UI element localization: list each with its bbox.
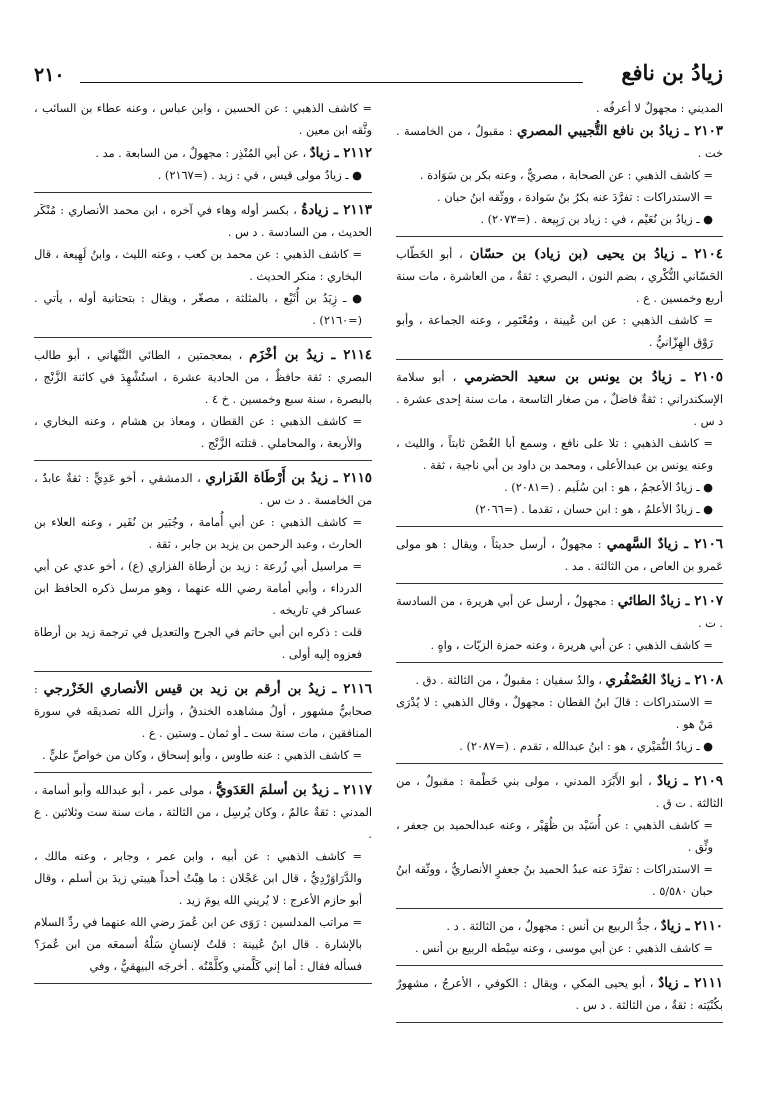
entry-name: زيادٌ [658, 975, 679, 991]
entry-divider [34, 192, 372, 193]
entry-dash: ـ [677, 536, 695, 552]
entry-number: ٢١١٥ [343, 470, 372, 486]
entry-dash: ـ [328, 202, 344, 218]
entry-description: ، الدمشقي ، أخو عَدِيٍّ : ثقةٌ عابدٌ ، من الخامسة . د ت س . [34, 472, 372, 507]
entry-name: زيادُ بن يونس بن سعيد الحضرمي [464, 369, 673, 385]
entry-divider [34, 772, 372, 773]
entry-number: ٢١١٦ [343, 681, 372, 697]
running-title: زيادُ بن نافع [621, 60, 723, 85]
entry-note: = كاشف الذهبي : تلا على نافع ، وسمع أبا الغُصْن ثابتاً ، والليث ، وعنه يونس بن عبدالأعلى ، ومحمد بن داود بن أبي ناجية ، ثقة . [396, 437, 713, 472]
entry-divider [396, 965, 723, 966]
entry-heading [396, 243, 723, 310]
entry-heading [34, 678, 372, 745]
entry-note: ● ـ زيادُ بن نُعَيْم ، في : زياد بن رَبِيعة . (=٢٠٧٣) . [480, 213, 713, 226]
entry-number: ٢١٠٣ [694, 123, 723, 139]
biography-entry [396, 533, 723, 584]
entry-note: = الاستدراكات : تفرَّدَ عنه عبدُ الحميد بنُ جعفرٍ الأنصاريُّ ، ووثّقه ابنُ حبان ٥/٥٨٠ . [396, 863, 713, 898]
entry-description: ، أبو الأَبْرَد المدني ، مولى بني خَطْمة : مقبولٌ ، من الثالثة . ت ق . [396, 775, 723, 810]
entry-number: ٢١٠٦ [694, 536, 723, 552]
biography-entry [34, 344, 372, 461]
entry-description: ، والدُ سفيان : مقبولٌ ، من الثالثة . دق . [415, 674, 602, 687]
entry-number: ٢١١٤ [343, 347, 372, 363]
entry-name: زيادةُ [301, 202, 329, 218]
entry-dash: ـ [323, 347, 344, 363]
biography-entry [34, 467, 372, 672]
entry-dash: ـ [680, 672, 695, 688]
biography-entry [34, 142, 372, 193]
entry-note: = الاستدراكات : تفرَّدَ عنه بكرُ بنُ سَوادة ، ووثّقه ابنُ حبان . [437, 191, 713, 204]
right-column [396, 98, 723, 1088]
header-rule [80, 82, 583, 83]
entry-description: ، بمعجمتين ، الطائي النَّبْهاني ، أبو طالب البصري : ثقة حافظٌ ، من الحادية عشرة ، استُشْهِدَ في كائنة الزَّنْج ، بالبصرة ، سنة سبع وخمسين . خ ٤ . [34, 349, 372, 406]
entry-note: = كاشف الذهبي : عن الصحابة ، مصريٌّ ، وعنه بكر بن سَوَادة . [419, 169, 713, 182]
entry-dash: ـ [329, 145, 344, 161]
entry-heading [396, 770, 723, 815]
entry-name: زيدُ بن أسلمَ العَدَويُّ [216, 782, 330, 798]
entry-number: ٢١٠٤ [694, 246, 723, 262]
entry-name: زيادٌ [657, 773, 678, 789]
entry-note: = كاشف الذهبي : عن أُسَيْد بن ظُهَيْر ، وعنه عبدالحميد بن جعفر ، وثِّق . [396, 819, 713, 854]
entry-dash: ـ [672, 369, 695, 385]
entry-note: ● ـ زِيَدُ بن أُثَيْع ، بالمثلثة ، مصغّر ، ويقال : بتحتانية أوله ، يأتي . (=٢١٦٠) . [34, 292, 362, 327]
entry-heading [396, 915, 723, 938]
entry-dash: ـ [329, 782, 344, 798]
biography-entry [34, 199, 372, 338]
entry-heading [396, 120, 723, 165]
page-header [28, 56, 723, 96]
continuation-text: = كاشف الذهبي : عن الحسين ، وابن عباس ، وعنه عطاء بن السائب ، وثَّقه ابن معين . [34, 102, 372, 137]
biography-entry [396, 590, 723, 663]
entry-dash: ـ [678, 975, 695, 991]
entry-description: ، أبو الخَطّاب الحَسّاني النُّكْري ، بضم النون ، البصري : ثقةٌ ، من العاشرة ، مات سنة أربع وخمسين . ع . [396, 248, 723, 305]
biography-entry [396, 915, 723, 966]
entry-divider [396, 526, 723, 527]
entry-divider [396, 1022, 723, 1023]
entry-name: زيادٌ الطائي [617, 593, 681, 609]
entry-description: ، أبو يحيى المكي ، ويقال : الكوفي ، الأعرجُ ، مشهورٌ بكُنْيَته : ثقةٌ ، من الثالثة . د س . [396, 977, 723, 1012]
entry-description: ، بكسر أوله وهاء في آخره ، ابن محمد الأنصاري : مُنْكَر الحديث ، من السادسة . د س . [34, 204, 372, 239]
entry-divider [396, 763, 723, 764]
entry-divider [34, 460, 372, 461]
entry-heading [34, 199, 372, 244]
entry-divider [396, 583, 723, 584]
entry-note: = كاشف الذهبي : عن محمد بن كعب ، وعنه الليث ، وابنُ لَهِيعة ، قال البخاري : منكر الحديث . [34, 248, 362, 283]
entry-note: ● ـ زيادٌ الأعجمُ ، هو : ابن سُلَيم . (=٢٠٨١) . [504, 481, 713, 494]
entry-description: : مقبولٌ ، من الخامسة . خت . [396, 125, 723, 160]
entry-note: = كاشف الذهبي : عن أبيه ، وابن عمر ، وجابر ، وعنه مالك ، والدَّرَاوَرْدِيُّ ، قال ابن عَجْلان : ما هِبْتُ أحداً هيبتي زيدَ بن أسلم ، وقال أبو حازم الأعرج : لا يُريني الله يومَ زيد . [34, 850, 362, 907]
entry-description: : صحابيٌّ مشهور ، أولُ مشاهده الخندقُ ، وأنزل الله تصديقَه في سورة المنافقين ، مات سنة ست ـ أو ثمان ـ وستين . ع . [34, 683, 372, 740]
entry-note: = كاشف الذهبي : عن ابن عُيينة ، ومُعْتَمِر ، وعنه الجماعة ، وأبو رَوْق الهِزّانيُّ . [396, 314, 713, 349]
biography-entry [396, 243, 723, 360]
entry-description: ، أبو سلامة الإسكندراني : ثقةٌ فاضلٌ ، من صغار التاسعة ، مات سنة إحدى عشرة . د س . [396, 371, 723, 428]
entry-description: ، مولى عمر ، أبو عبدالله وأبو أسامة ، المدني : ثقةٌ عالمٌ ، وكان يُرسِل ، من الثالثة ، مات سنة ست وثلاثين . ع . [34, 784, 372, 841]
entry-number: ٢١٠٧ [694, 593, 723, 609]
entry-note: ● ـ زيادٌ مولى قيس ، في : زيد . (=٢١٦٧) . [157, 169, 362, 182]
entry-dash: ـ [680, 918, 695, 934]
biography-entry [34, 779, 372, 984]
entry-divider [34, 337, 372, 338]
entry-heading [34, 467, 372, 512]
biography-entry [396, 120, 723, 237]
entry-divider [396, 359, 723, 360]
entry-description: ، عن أبي المُنْذِر : مجهولٌ ، من السابعة . مد . [95, 147, 307, 160]
entry-description: ، جدُّ الربيع بن أنس : مجهولٌ ، من الثالثة . د . [446, 920, 658, 933]
entry-name: زيادٌ [309, 145, 330, 161]
entry-number: ٢١٠٨ [694, 672, 723, 688]
entry-note: = مراتب المدلسين : رَوَى عن ابن عُمرَ رضي الله عنهما في ردِّ السلام بالإشارة . قال ابنُ عُيينة : قلتُ لإنسانٍ سَلْهُ أسمعَه من ابن عُمرَ؟ فسأله فقال : أما إني كَلَّمني وكلَّمْتُه . أخرجَه البيهقيُّ ، وفي [34, 916, 362, 973]
entry-name: زيادٌ [660, 918, 681, 934]
entry-name: زيادٌ العُصْفُري [605, 672, 681, 688]
entry-heading [396, 972, 723, 1017]
entry-dash: ـ [680, 593, 695, 609]
entry-note: = كاشف الذهبي : عنه طاوس ، وأبو إسحاق ، وكان من خواصِّ عليٍّ . [42, 749, 362, 762]
entry-dash: ـ [325, 681, 344, 697]
entry-note: ● ـ زيادٌ النُّمَيْري ، هو : ابنُ عبدالله ، تقدم . (=٢٠٨٧) . [459, 740, 713, 753]
left-column [34, 98, 372, 1088]
entry-heading [396, 366, 723, 433]
entry-note: قلت : ذكره ابن أبي حاتم في الجرح والتعديل في ترجمة زيد بن أرطاة فعزوه إليه أولى . [34, 626, 362, 661]
entry-note: ● ـ زيادٌ الأعلمُ ، هو : ابن حسان ، تقدما . (=٢٠٦٦) [475, 503, 713, 516]
biography-entry [396, 366, 723, 527]
entry-heading [396, 669, 723, 692]
entry-heading [34, 779, 372, 846]
entry-number: ٢١٠٥ [694, 369, 723, 385]
entry-note: = كاشف الذهبي : عن أبي موسى ، وعنه سِبْطه الربيع بن أنس . [415, 942, 713, 955]
entry-name: زيدُ بن أَرْطَاة الفَزاري [205, 470, 328, 486]
entry-number: ٢١١٧ [343, 782, 372, 798]
entry-name: زيدُ بن أخْزَم [249, 347, 324, 363]
entry-heading [34, 142, 372, 165]
page-number: ٢١٠ [34, 64, 65, 86]
entry-heading [396, 533, 723, 578]
entry-name: زيدُ بن أرقم بن زيد بن قيس الأنصاري الخَزْرجي [43, 681, 326, 697]
entry-dash: ـ [677, 773, 695, 789]
entry-number: ٢١١٢ [343, 145, 372, 161]
biography-entry [396, 972, 723, 1023]
biography-entry [396, 669, 723, 764]
entry-number: ٢١١٣ [343, 202, 372, 218]
entry-divider [34, 671, 372, 672]
entry-number: ٢١٠٩ [694, 773, 723, 789]
entry-name: زيادٌ السَّهمي [606, 536, 678, 552]
entry-note: = كاشف الذهبي : عن أبي هريرة ، وعنه حمزة الزيّات ، واهٍ . [430, 639, 713, 652]
entry-heading [396, 590, 723, 635]
entry-description: : مجهولٌ ، أرسل عن أبي هريرة ، من السادسة . ت . [396, 595, 723, 630]
entry-divider [396, 908, 723, 909]
entry-divider [34, 983, 372, 984]
biography-entry [396, 770, 723, 909]
entry-note: = كاشف الذهبي : عن أبي أُمامة ، وجُبَير بن نُفَير ، وعنه العلاء بن الحارث ، وعبد الرحمن بن يزيد بن جابر ، ثقة . [34, 516, 362, 551]
entry-divider [396, 662, 723, 663]
continuation-text: المديني : مجهولٌ لا أعرفُه . [596, 102, 723, 115]
entry-name: زيادُ بن نافع التُّجيبي المصري [517, 123, 680, 139]
entry-dash: ـ [674, 246, 695, 262]
entry-note: = الاستدراكات : قالَ ابنُ القطان : مجهولٌ ، وقال الذهبي : لا يُدْرَى مَنْ هو . [396, 696, 713, 731]
biography-entry [34, 678, 372, 773]
entry-name: زيادُ بن يحيى (بن زياد) بن حسّان [469, 246, 675, 262]
entry-note: = كاشف الذهبي : عن القطان ، ومعاذ بن هشام ، وعنه البخاري ، والأربعة ، والمحاملي . قتلته الزَّنْج . [34, 415, 362, 450]
entry-description: : مجهولٌ ، أرسل حديثاً ، ويقال : هو مولى عَمرو بن العاص ، من الثالثة . مد . [396, 538, 723, 573]
entry-dash: ـ [679, 123, 695, 139]
entry-number: ٢١١٠ [694, 918, 723, 934]
entry-heading [34, 344, 372, 411]
entry-number: ٢١١١ [694, 975, 723, 991]
entry-dash: ـ [328, 470, 344, 486]
entry-divider [396, 236, 723, 237]
entry-note: = مراسيل أبي زُرعة : زيد بن أرطاة الفزاري (ع) ، أخو عدي عن أبي الدرداء ، وأبي أمامة رضي الله عنهما ، وهو مرسل ذكره الحافظ ابن عساكر في تاريخه . [34, 560, 362, 617]
